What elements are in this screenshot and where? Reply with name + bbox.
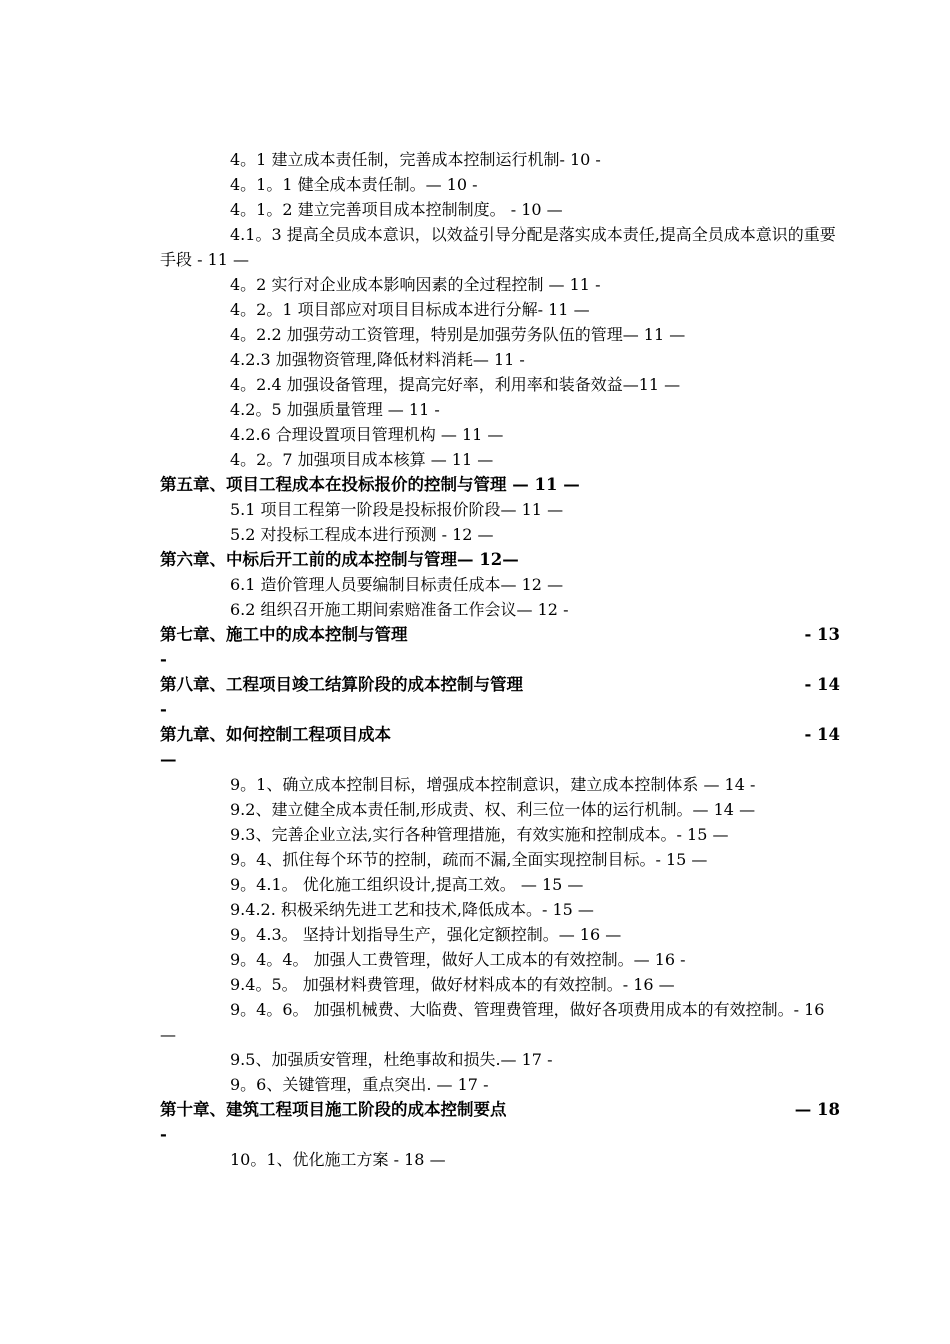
toc-entry-9-4-4: 9。4。4。 加强人工费管理，做好人工成本的有效控制。— 16 - [230, 950, 686, 969]
toc-chapter-7-title: 第七章、施工中的成本控制与管理 [160, 625, 408, 644]
toc-entry-9-4-5: 9.4。5。 加强材料费管理，做好材料成本的有效控制。- 16 — [230, 975, 675, 994]
toc-entry-9-4-6: 9。4。6。 加强机械费、大临费、管理费管理，做好各项费用成本的有效控制。- 16 — [160, 1000, 825, 1044]
toc-entry-6-1: 6.1 造价管理人员要编制目标责任成本— 12 — [230, 575, 564, 594]
toc-chapter-9-title: 第九章、如何控制工程项目成本 [160, 725, 391, 744]
toc-chapter-9 [160, 722, 840, 747]
toc-entry-9-2: 9.2、建立健全成本责任制,形成责、权、利三位一体的运行机制。— 14 — [230, 800, 756, 819]
toc-chapter-9-page: - 14 [804, 725, 840, 744]
toc-entry-5-2: 5.2 对投标工程成本进行预测 - 12 — [230, 525, 494, 544]
toc-entry-4-1-1: 4。1。1 健全成本责任制。— 10 - [230, 175, 478, 194]
toc-entry-9-3: 9.3、完善企业立法,实行各种管理措施，有效实施和控制成本。- 15 — [230, 825, 729, 844]
toc-chapter-7-page: - 13 [804, 625, 840, 644]
toc-entry-4-1-2: 4。1。2 建立完善项目成本控制制度。 - 10 — [230, 200, 563, 219]
toc-chapter-10-title: 第十章、建筑工程项目施工阶段的成本控制要点 [160, 1100, 507, 1119]
toc-chapter-6: 第六章、中标后开工前的成本控制与管理— 12— [160, 550, 519, 569]
toc-entry-4-2-7: 4。2。7 加强项目成本核算 — 11 — [230, 450, 494, 469]
toc-entry-6-2: 6.2 组织召开施工期间索赔准备工作会议— 12 - [230, 600, 569, 619]
toc-entry-9-4-3: 9。4.3。 坚持计划指导生产，强化定额控制。— 16 — [230, 925, 622, 944]
toc-entry-9-4-2: 9.4.2. 积极采纳先进工艺和技术,降低成本。- 15 — [230, 900, 594, 919]
toc-entry-4-2-3: 4.2.3 加强物资管理,降低材料消耗— 11 - [230, 350, 525, 369]
toc-chapter-5: 第五章、项目工程成本在投标报价的控制与管理 — 11 — [160, 475, 580, 494]
table-of-contents [160, 147, 840, 1172]
toc-chapter-10 [160, 1097, 840, 1122]
toc-entry-10-1: 10。1、优化施工方案 - 18 — [230, 1150, 446, 1169]
toc-entry-9-6: 9。6、关键管理，重点突出. — 17 - [230, 1075, 489, 1094]
toc-entry-4-2-1: 4。2。1 项目部应对项目目标成本进行分解- 11 — [230, 300, 590, 319]
toc-chapter-8 [160, 672, 840, 697]
toc-entry-9-4-1: 9。4.1。 优化施工组织设计,提高工效。 — 15 — [230, 875, 584, 894]
toc-entry-4-1: 4。1 建立成本责任制，完善成本控制运行机制- 10 - [230, 150, 601, 169]
toc-entry-4-2-4: 4。2.4 加强设备管理，提高完好率，利用率和装备效益—11 — [230, 375, 681, 394]
toc-chapter-10-page: — 18 [794, 1100, 840, 1119]
toc-entry-4-1-3: 4.1。3 提高全员成本意识，以效益引导分配是落实成本责任,提高全员成本意识的重要手段 - 11 — [160, 225, 836, 269]
toc-chapter-8-title: 第八章、工程项目竣工结算阶段的成本控制与管理 [160, 675, 523, 694]
toc-chapter-8-page: - 14 [804, 675, 840, 694]
toc-entry-5-1: 5.1 项目工程第一阶段是投标报价阶段— 11 — [230, 500, 564, 519]
toc-chapter-8-page-tail: - [160, 700, 167, 719]
toc-entry-4-2: 4。2 实行对企业成本影响因素的全过程控制 — 11 - [230, 275, 601, 294]
toc-entry-9-5: 9.5、加强质安管理，杜绝事故和损失.— 17 - [230, 1050, 553, 1069]
toc-entry-4-2-6: 4.2.6 合理设置项目管理机构 — 11 — [230, 425, 504, 444]
toc-entry-4-2-5: 4.2。5 加强质量管理 — 11 - [230, 400, 440, 419]
toc-entry-9-4: 9。4、抓住每个环节的控制，疏而不漏,全面实现控制目标。- 15 — [230, 850, 708, 869]
toc-chapter-10-page-tail: - [160, 1125, 167, 1144]
toc-chapter-9-page-tail: — [160, 750, 177, 769]
toc-entry-9-1: 9。1、确立成本控制目标，增强成本控制意识，建立成本控制体系 — 14 - [230, 775, 756, 794]
toc-chapter-7-page-tail: - [160, 650, 167, 669]
toc-entry-4-2-2: 4。2.2 加强劳动工资管理，特别是加强劳务队伍的管理— 11 — [230, 325, 686, 344]
toc-chapter-7 [160, 622, 840, 647]
